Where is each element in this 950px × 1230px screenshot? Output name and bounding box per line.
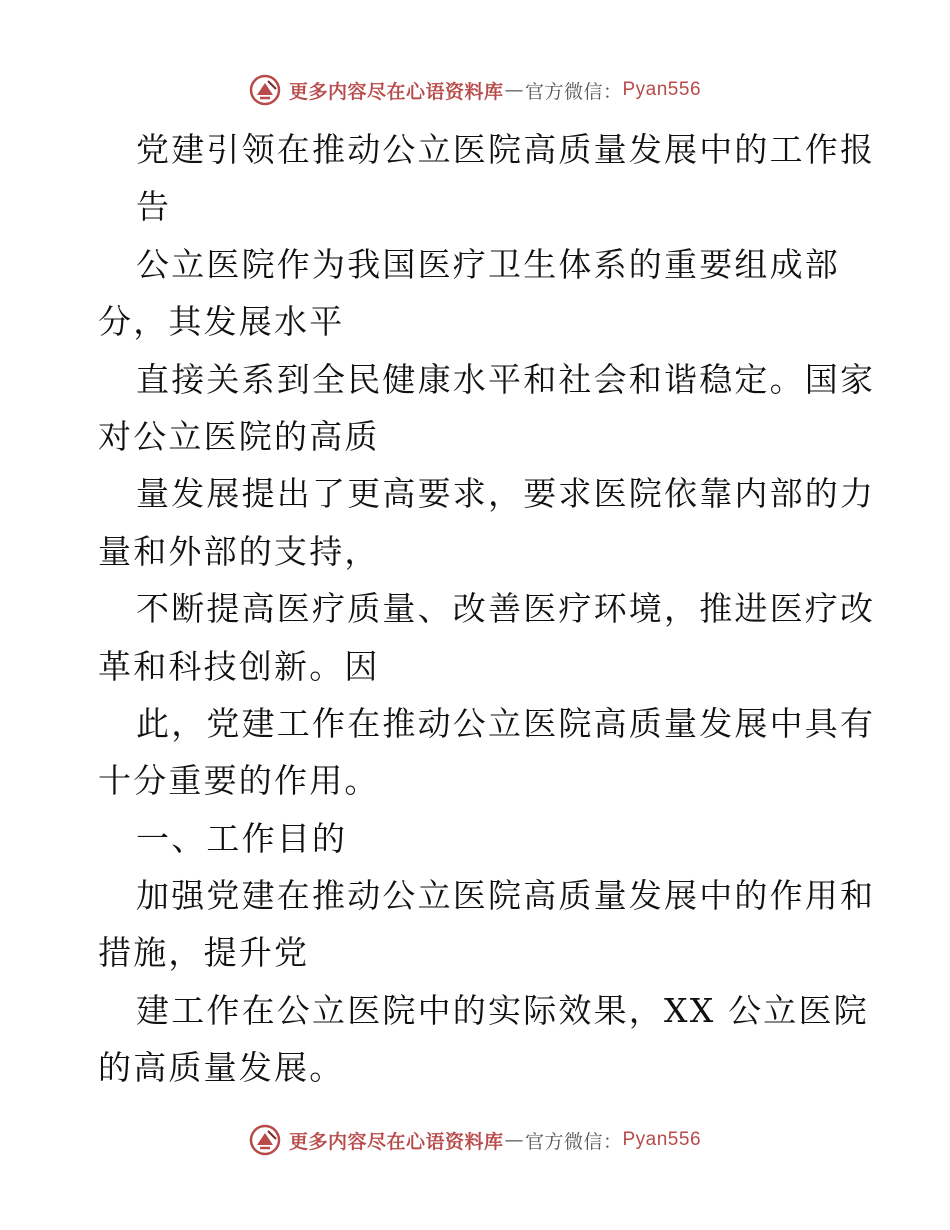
- title-line-2: 告: [136, 187, 172, 227]
- paragraph-line: 对公立医院的高质: [98, 416, 380, 456]
- paragraph-line: 此，党建工作在推动公立医院高质量发展中具有: [136, 703, 876, 743]
- watermark-dash: —: [504, 1129, 524, 1151]
- paragraph-line: 公立医院作为我国医疗卫生体系的重要组成部: [136, 244, 840, 284]
- paragraph-line: 十分重要的作用。: [98, 761, 380, 801]
- book-pen-logo-icon: [249, 74, 281, 106]
- paragraph-line: 的高质量发展。: [98, 1048, 345, 1088]
- watermark-text: 更多内容尽在心语资料库: [288, 1130, 504, 1153]
- header-watermark: [0, 70, 950, 110]
- book-pen-logo-icon: [249, 1124, 281, 1156]
- paragraph-line: 加强党建在推动公立医院高质量发展中的作用和: [136, 876, 876, 916]
- footer-watermark: [0, 1120, 950, 1160]
- watermark-wechat-label: 官方微信：: [524, 1130, 623, 1153]
- paragraph-line: 分，其发展水平: [98, 302, 345, 342]
- section-heading: 一、工作目的: [136, 818, 348, 858]
- watermark-text: 更多内容尽在心语资料库: [288, 80, 504, 103]
- paragraph-line: 建工作在公立医院中的实际效果，XX 公立医院: [136, 990, 869, 1030]
- title-line-1: 党建引领在推动公立医院高质量发展中的工作报: [136, 130, 876, 169]
- paragraph-line: 量发展提出了更高要求，要求医院依靠内部的力: [136, 474, 876, 514]
- paragraph-line: 革和科技创新。因: [98, 646, 380, 686]
- watermark-wechat-label: 官方微信：: [524, 80, 623, 103]
- watermark-wechat-id: Pyan556: [622, 1129, 702, 1150]
- paragraph-line: 措施，提升党: [98, 933, 310, 973]
- watermark-dash: —: [504, 79, 524, 101]
- paragraph-line: 不断提高医疗质量、改善医疗环境，推进医疗改: [136, 589, 876, 629]
- paragraph-line: 直接关系到全民健康水平和社会和谐稳定。国家: [136, 359, 876, 399]
- document-body: [98, 121, 876, 1097]
- watermark-wechat-id: Pyan556: [622, 79, 702, 100]
- paragraph-line: 量和外部的支持，: [98, 531, 380, 571]
